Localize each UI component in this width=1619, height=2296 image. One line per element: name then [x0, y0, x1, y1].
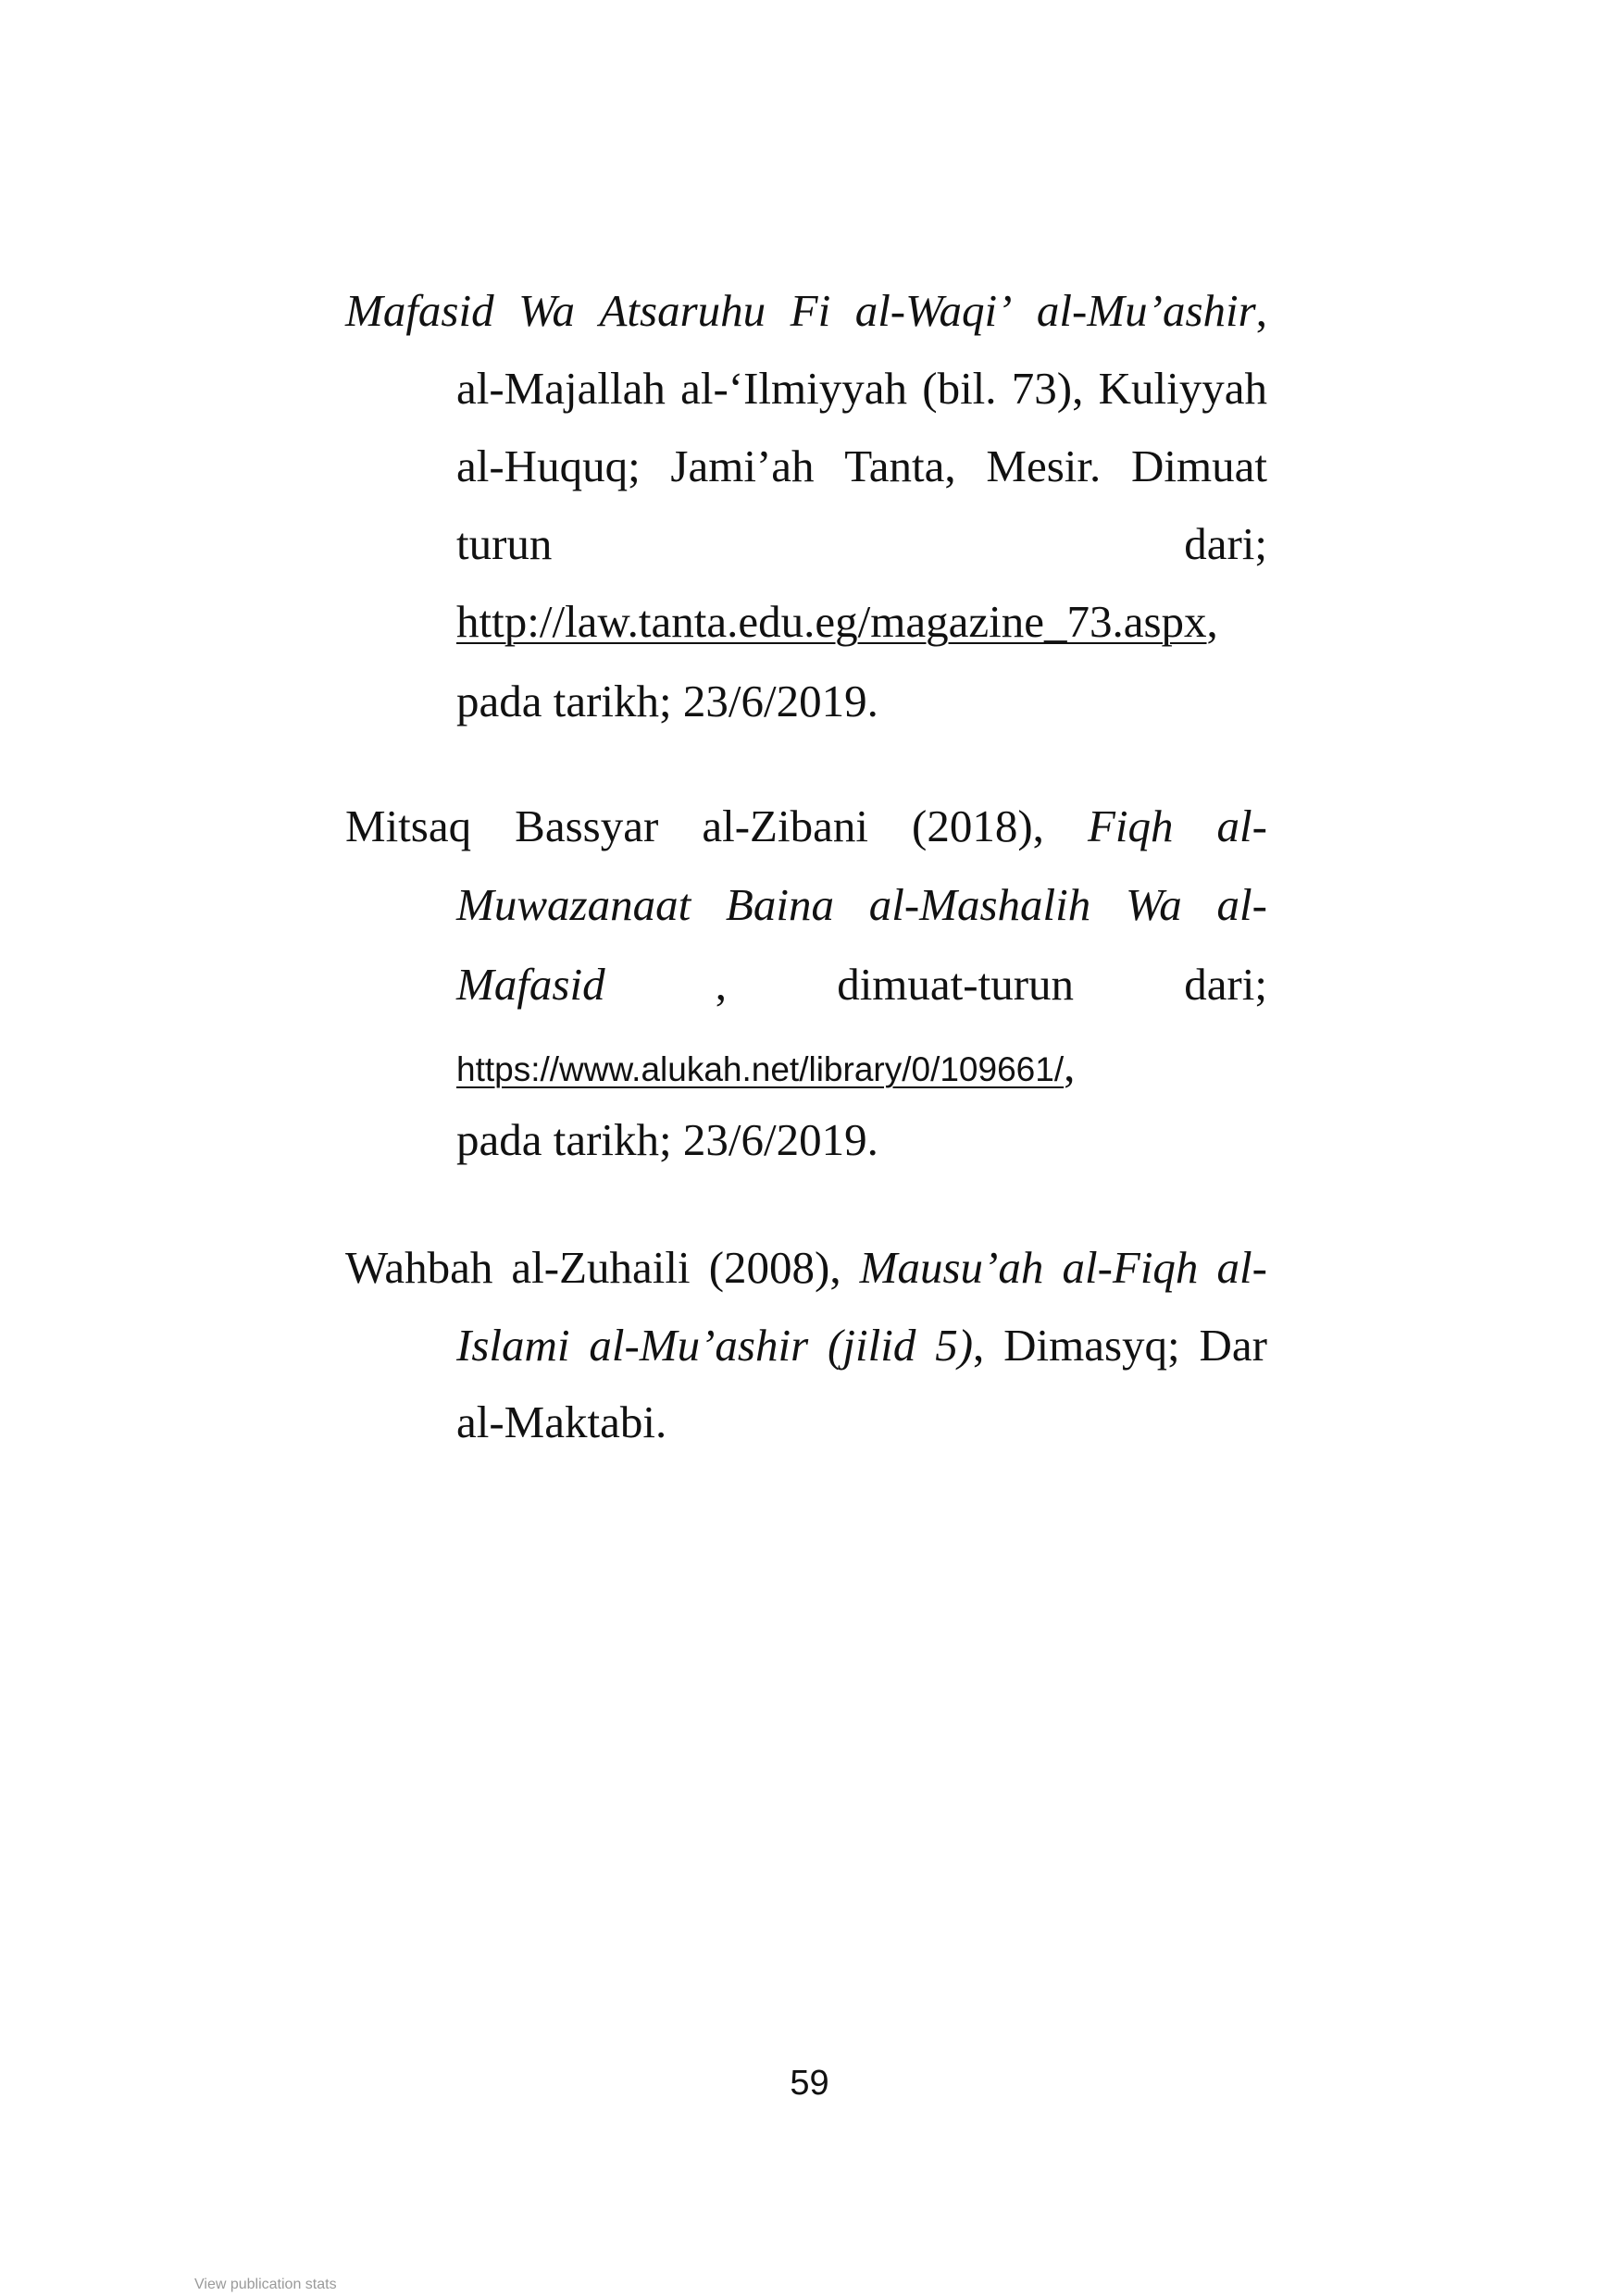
word: Mesir. [986, 441, 1102, 491]
word: al- [1216, 879, 1267, 930]
ref2-url-line [456, 1040, 1267, 1091]
word: Mafasid [456, 959, 605, 1010]
word: al-‘Ilmiyyah [680, 363, 907, 414]
word: al- [1216, 800, 1267, 851]
ref1-line-3 [456, 443, 1267, 489]
ref1-url-link[interactable]: http://law.tanta.edu.eg/magazine_73.aspx [456, 596, 1207, 647]
ref2-url-link[interactable]: https://www.alukah.net/library/0/109661/ [456, 1050, 1065, 1088]
ref3-line-2 [456, 1320, 1267, 1371]
comma: , [973, 1320, 985, 1371]
word: al-Majallah [456, 363, 666, 414]
word: Jami’ah [670, 441, 815, 491]
ref2-line-2 [456, 879, 1267, 930]
word: Mafasid [345, 285, 494, 336]
word: (2018), [912, 800, 1044, 851]
word: al-Fiqh [1062, 1242, 1199, 1293]
word: Muwazanaat [456, 879, 691, 930]
word: al-Mashalih [868, 879, 1091, 930]
word: (jilid [828, 1320, 916, 1371]
word: al-Huquq; [456, 441, 641, 491]
word: al-Zibani [702, 800, 868, 851]
page-number: 59 [790, 2064, 829, 2103]
word-italic: al-Mu’ashir [1036, 285, 1256, 336]
word: Dar [1199, 1320, 1267, 1371]
word: Atsaruhu [599, 285, 766, 336]
ref1-date-line: pada tarikh; 23/6/2019. [456, 676, 878, 726]
url-suffix: , [1206, 596, 1218, 647]
word: Wa [518, 285, 575, 336]
ref3-line-1 [345, 1242, 1267, 1293]
word [935, 1320, 985, 1371]
word: 73), [1011, 363, 1084, 414]
word: Bassyar [515, 800, 659, 851]
word: Mausu’ah [859, 1242, 1044, 1293]
word: (bil. [922, 363, 997, 414]
word: Baina [725, 879, 834, 930]
comma: , [715, 959, 728, 1010]
ref1-url-line [456, 596, 1267, 647]
word: (2008), [708, 1242, 841, 1293]
word: al- [1216, 1242, 1267, 1293]
word: dimuat-turun [837, 959, 1075, 1010]
ref1-line-4 [456, 518, 1267, 569]
word: dari; [1184, 518, 1267, 569]
word: Dimasyq; [1003, 1320, 1180, 1371]
word: dari; [1184, 959, 1267, 1010]
view-publication-stats-link[interactable]: View publication stats [194, 2277, 337, 2292]
ref2-line-1 [345, 800, 1267, 851]
word: al-Waqi’ [854, 285, 1013, 336]
word: Tanta, [844, 441, 956, 491]
word: al-Zuhaili [511, 1242, 691, 1293]
comma: , [1255, 285, 1267, 336]
url-suffix: , [1064, 1040, 1076, 1091]
word: Kuliyyah [1098, 363, 1267, 414]
ref3-last-line: al-Maktabi. [456, 1396, 667, 1447]
word: Dimuat [1131, 441, 1267, 491]
word: Mitsaq [345, 800, 472, 851]
ref1-line-2 [456, 363, 1267, 414]
word-italic: 5) [935, 1320, 974, 1371]
word: Fi [790, 285, 831, 336]
ref1-line-1 [345, 285, 1267, 336]
word: Islami [456, 1320, 570, 1371]
ref2-date-line: pada tarikh; 23/6/2019. [456, 1114, 878, 1165]
word: al-Mu’ashir [589, 1320, 809, 1371]
ref2-line-3 [456, 959, 1267, 1010]
word: Fiqh [1087, 800, 1174, 851]
word [1036, 285, 1267, 336]
word: Wahbah [345, 1242, 493, 1293]
word: Wa [1125, 879, 1182, 930]
word: turun [456, 518, 553, 569]
